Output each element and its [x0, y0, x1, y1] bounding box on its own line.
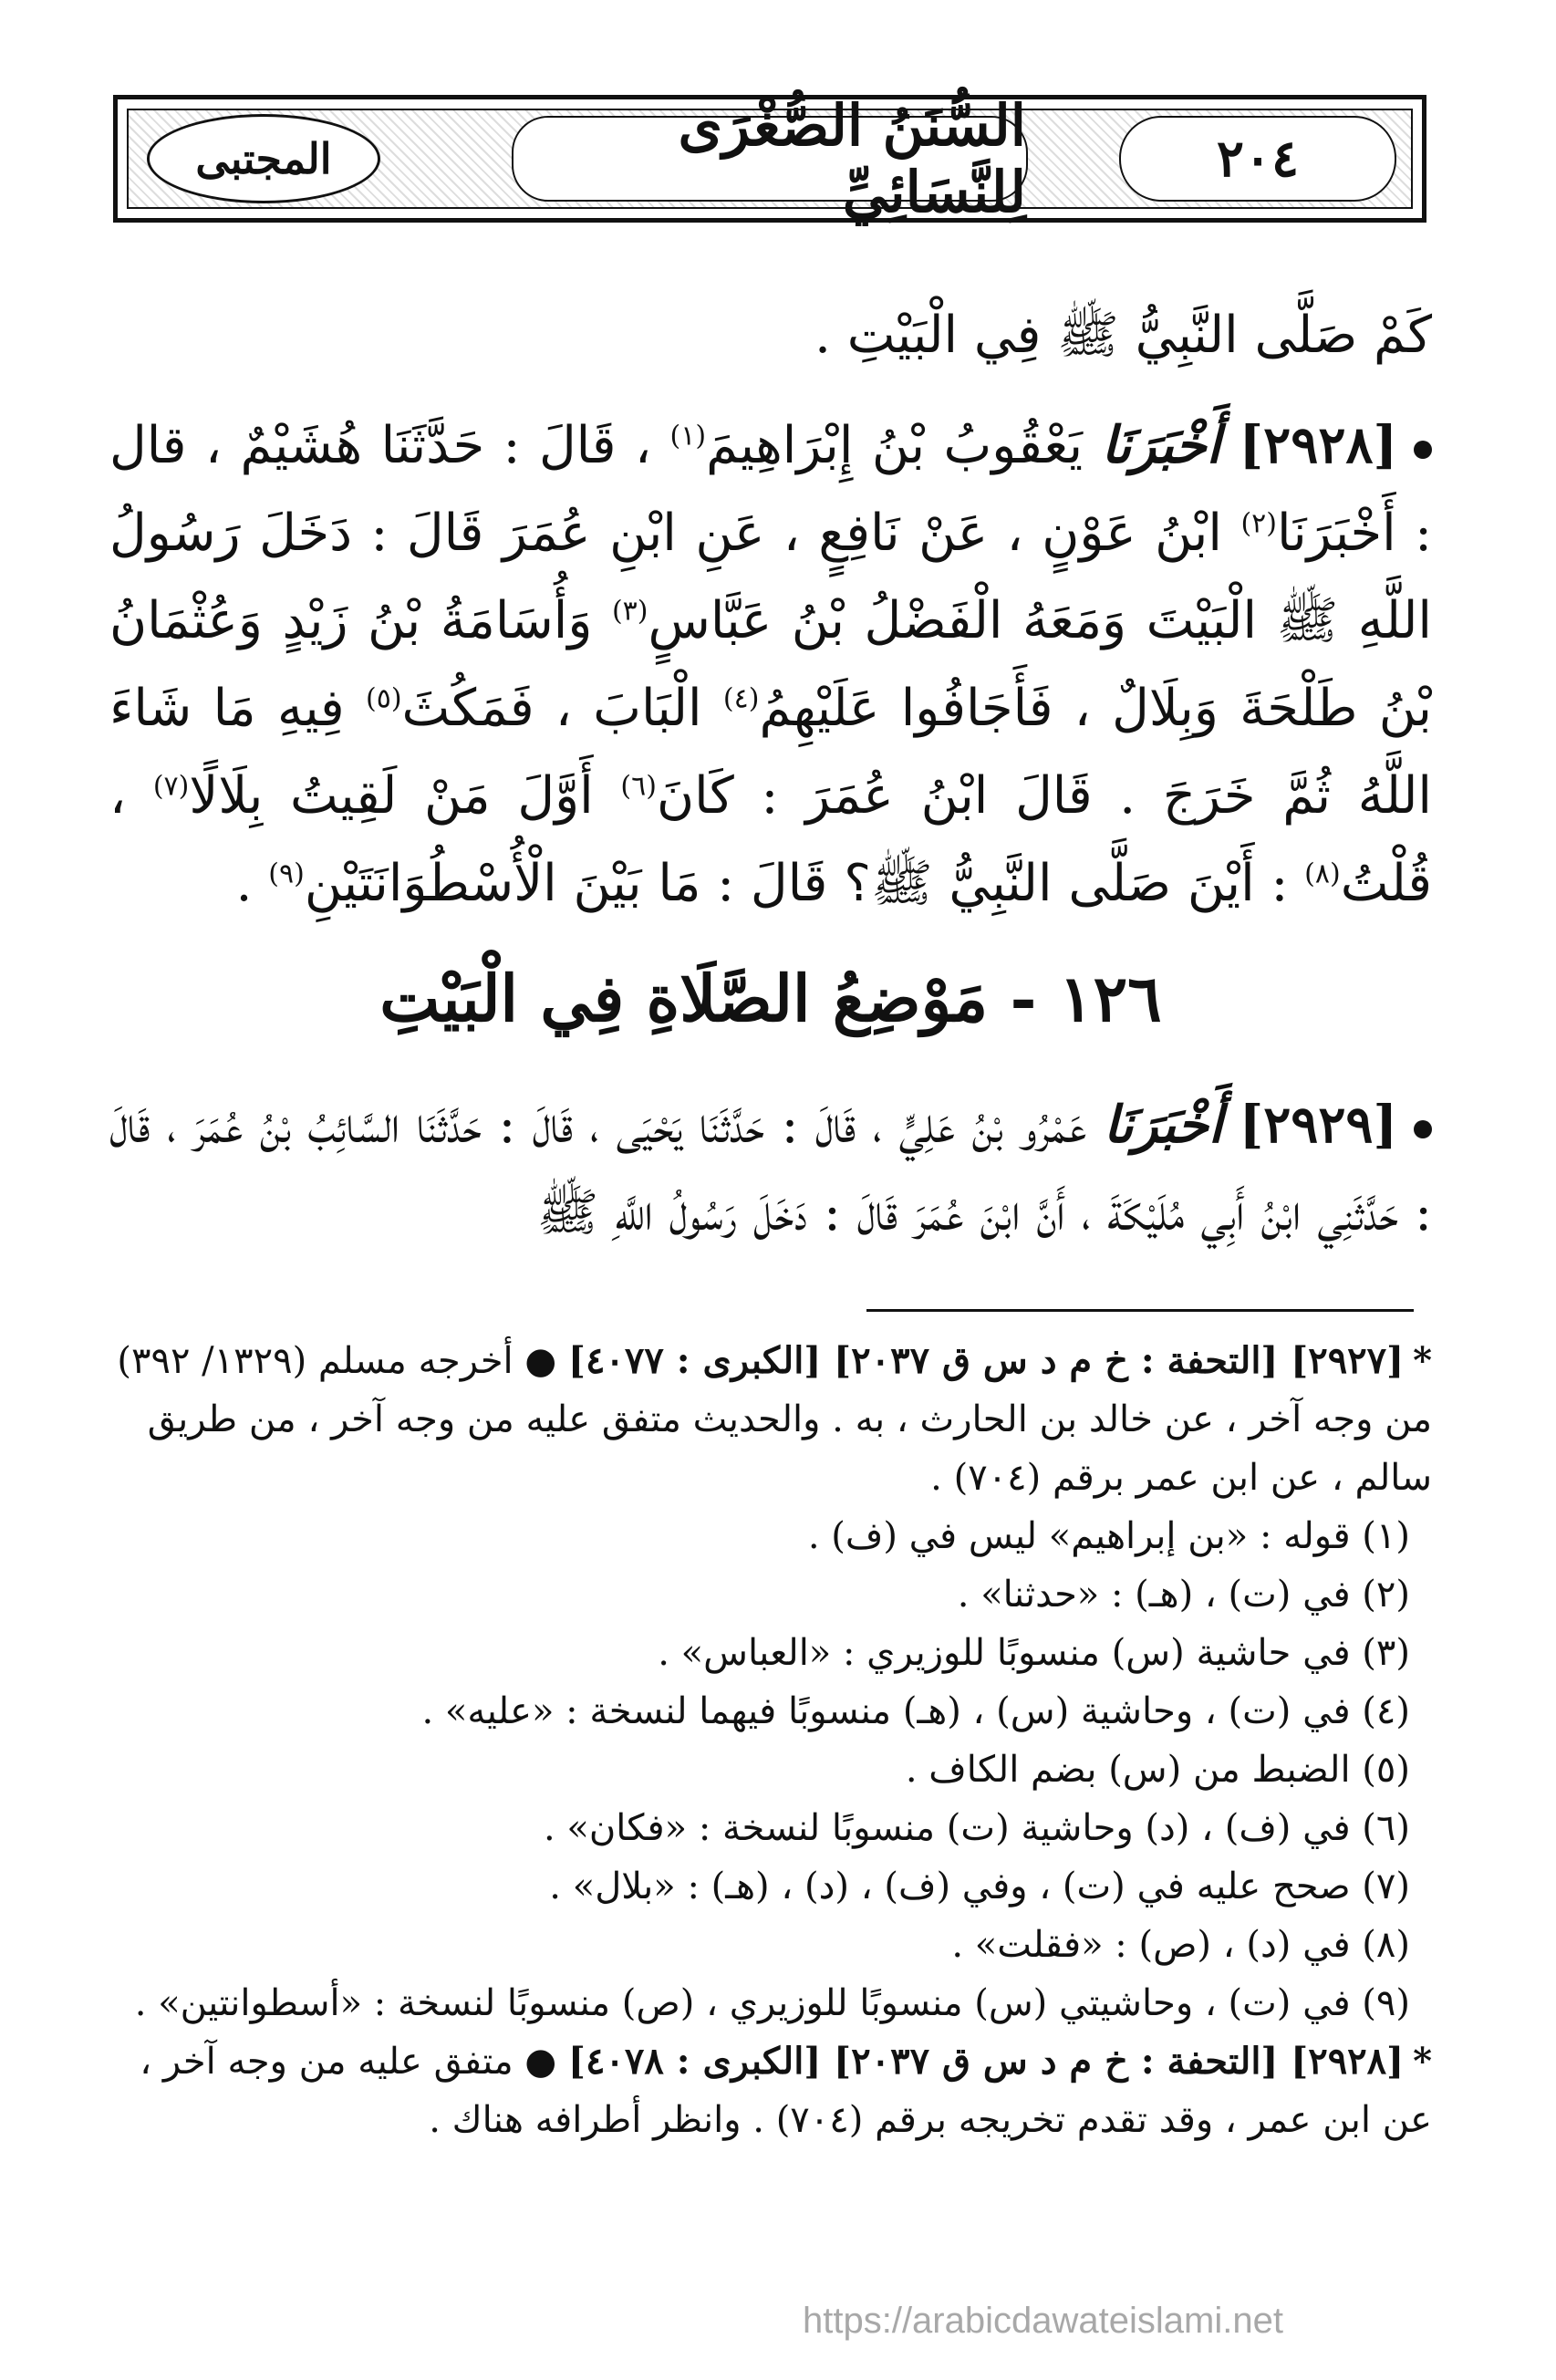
bullet-icon	[1414, 1120, 1432, 1138]
takhrij-text: ● أخرجه مسلم (١٣٢٩/ ٣٩٢) من وجه آخر ، عن خالد بن الحارث ، به . والحديث متفق عليه من وجه آخر ، من طريق سالم ، عن ابن عمر برقم (٧٠٤) .	[117, 1340, 1432, 1499]
bullet-icon	[1414, 441, 1432, 459]
takhrij-2927	[109, 1332, 1432, 1507]
footnote-item: (٧) صحح عليه في (ت) ، وفي (ف) ، (د) ، (هـ) : «بلال» .	[549, 1866, 1410, 1907]
takhrij-text: ● متفق عليه من وجه آخر ، عن ابن عمر ، وقد تقدم تخريجه برقم (٧٠٤) . وانظر أطرافه هناك .	[140, 2041, 1432, 2141]
hadith-text: يَعْقُوبُ بْنُ إِبْرَاهِيمَ	[706, 416, 1084, 475]
chapter-heading: ١٢٦ - مَوْضِعُ الصَّلَاةِ فِي الْبَيْتِ	[379, 961, 1162, 1036]
footnote-marker[interactable]: (٤)	[722, 682, 760, 715]
footnote-item: (١) قوله : «بن إبراهيم» ليس في (ف) .	[807, 1515, 1410, 1557]
footnote-marker[interactable]: (٨)	[1304, 857, 1341, 890]
akhbarana-label: أَخْبَرَنَا	[1101, 415, 1221, 475]
hadith-text: ابْنُ عَوْنٍ ، عَنْ نَافِعٍ ، عَنِ ابْنِ عُمَرَ قَالَ : دَخَلَ رَسُولُ اللَّهِ ﷺ الْبَيْتَ وَمَعَهُ الْفَضْلُ بْنُ عَبَّاسٍ	[109, 504, 1432, 650]
hadith-text: .	[235, 854, 253, 913]
footnote-divider	[866, 1309, 1414, 1312]
asterisk-icon: *	[1413, 1339, 1432, 1382]
hadith-text: ، قُلْتُ	[109, 766, 1432, 913]
footnote-item: (٤) في (ت) ، وحاشية (س) ، (هـ) منسوبًا فيهما لنسخة : «عليه» .	[421, 1690, 1410, 1732]
asterisk-icon: *	[1413, 2040, 1432, 2083]
hadith-text: : أَيْنَ صَلَّى النَّبِيُّ ﷺ؟ قَالَ : مَا بَيْنَ الْأُسْطُوَانَتَيْنِ	[304, 854, 1289, 913]
footnote-marker[interactable]: (٧)	[152, 770, 190, 803]
intro-line: كَمْ صَلَّى النَّبِيُّ ﷺ فِي الْبَيْتِ .	[814, 306, 1432, 365]
hadith-text: الْبَابَ ، فَمَكُثَ	[401, 679, 702, 738]
hadith-number: [٢٩٢٨]	[1239, 415, 1397, 475]
hadith-text: عَمْرُو بْنُ عَلِيٍّ ، قَالَ : حَدَّثَنَا يَحْيَى ، قَالَ : حَدَّثَنَا السَّائِبُ بْنُ عُمَرَ ، قَالَ : حَدَّثَنِي ابْنُ أَبِي مُلَيْكَةَ ، أَنَّ ابْنَ عُمَرَ قَالَ : دَخَلَ رَسُولُ اللَّهِ ﷺ	[109, 1096, 1432, 1242]
footnote-marker[interactable]: (٢)	[1240, 507, 1278, 540]
footnote-item: (٥) الضبط من (س) بضم الكاف .	[905, 1749, 1410, 1791]
footnote-item: (٦) في (ف) ، (د) وحاشية (ت) منسوبًا لنسخة : «فكان» .	[543, 1807, 1410, 1849]
footnote-marker[interactable]: (٩)	[268, 857, 305, 890]
footnote-item: (٩) في (ت) ، وحاشيتي (س) منسوبًا للوزيري ، (ص) منسوبًا لنسخة : «أسطوانتين» .	[134, 1982, 1410, 2024]
header-ornament	[127, 92, 1413, 225]
page-header	[113, 92, 1426, 225]
footnote-item: (٣) في حاشية (س) منسوبًا للوزيري : «العباس» .	[658, 1632, 1410, 1674]
takhrij-ref: [٢٩٢٨] [التحفة : خ م د س ق ٢٠٣٧] [الكبرى : ٤٠٧٨]	[568, 2040, 1405, 2083]
footnotes-section	[109, 1332, 1432, 2149]
hadith-2928	[109, 401, 1432, 928]
takhrij-2928	[109, 2032, 1432, 2149]
book-title: السُّنَنُ الصُّغْرَى لِلنَّسَائِيِّ	[512, 116, 1028, 202]
hadith-text: أَوَّلَ مَنْ لَقِيتُ بِلَالًا	[189, 766, 594, 826]
footnote-item: (٨) في (د) ، (ص) : «فقلت» .	[951, 1924, 1410, 1966]
page-number: ٢٠٤	[1119, 116, 1396, 202]
footnote-marker[interactable]: (٥)	[365, 682, 402, 715]
hadith-2929	[109, 1081, 1432, 1257]
hadith-text: فِيهِ مَا شَاءَ اللَّهُ ثُمَّ خَرَجَ . قَالَ ابْنُ عُمَرَ : كَانَ	[109, 679, 1432, 826]
hadith-text: ، قَالَ : حَدَّثَنَا هُشَيْمٌ ، قال : أَخْبَرَنَا	[109, 416, 1432, 563]
footnote-item: (٢) في (ت) ، (هـ) : «حدثنا» .	[957, 1574, 1410, 1616]
hadith-number: [٢٩٢٩]	[1239, 1095, 1397, 1155]
akhbarana-label: أَخْبَرَنَا	[1103, 1095, 1223, 1155]
footnote-marker[interactable]: (٦)	[620, 770, 657, 803]
source-watermark[interactable]: https://arabicdawateislami.net	[803, 2301, 1283, 2341]
footnote-marker[interactable]: (٣)	[611, 595, 648, 628]
book-emblem: المجتبى	[147, 114, 380, 203]
takhrij-ref: [٢٩٢٧] [التحفة : خ م د س ق ٢٠٣٧] [الكبرى : ٤٠٧٧]	[568, 1339, 1405, 1382]
hadith-text: وَأُسَامَةُ بْنُ زَيْدٍ وَعُثْمَانُ بْنُ طَلْحَةَ وَبِلَالٌ ، فَأَجَافُوا عَلَيْهِمُ	[109, 591, 1432, 738]
footnote-marker[interactable]: (١)	[669, 420, 707, 452]
